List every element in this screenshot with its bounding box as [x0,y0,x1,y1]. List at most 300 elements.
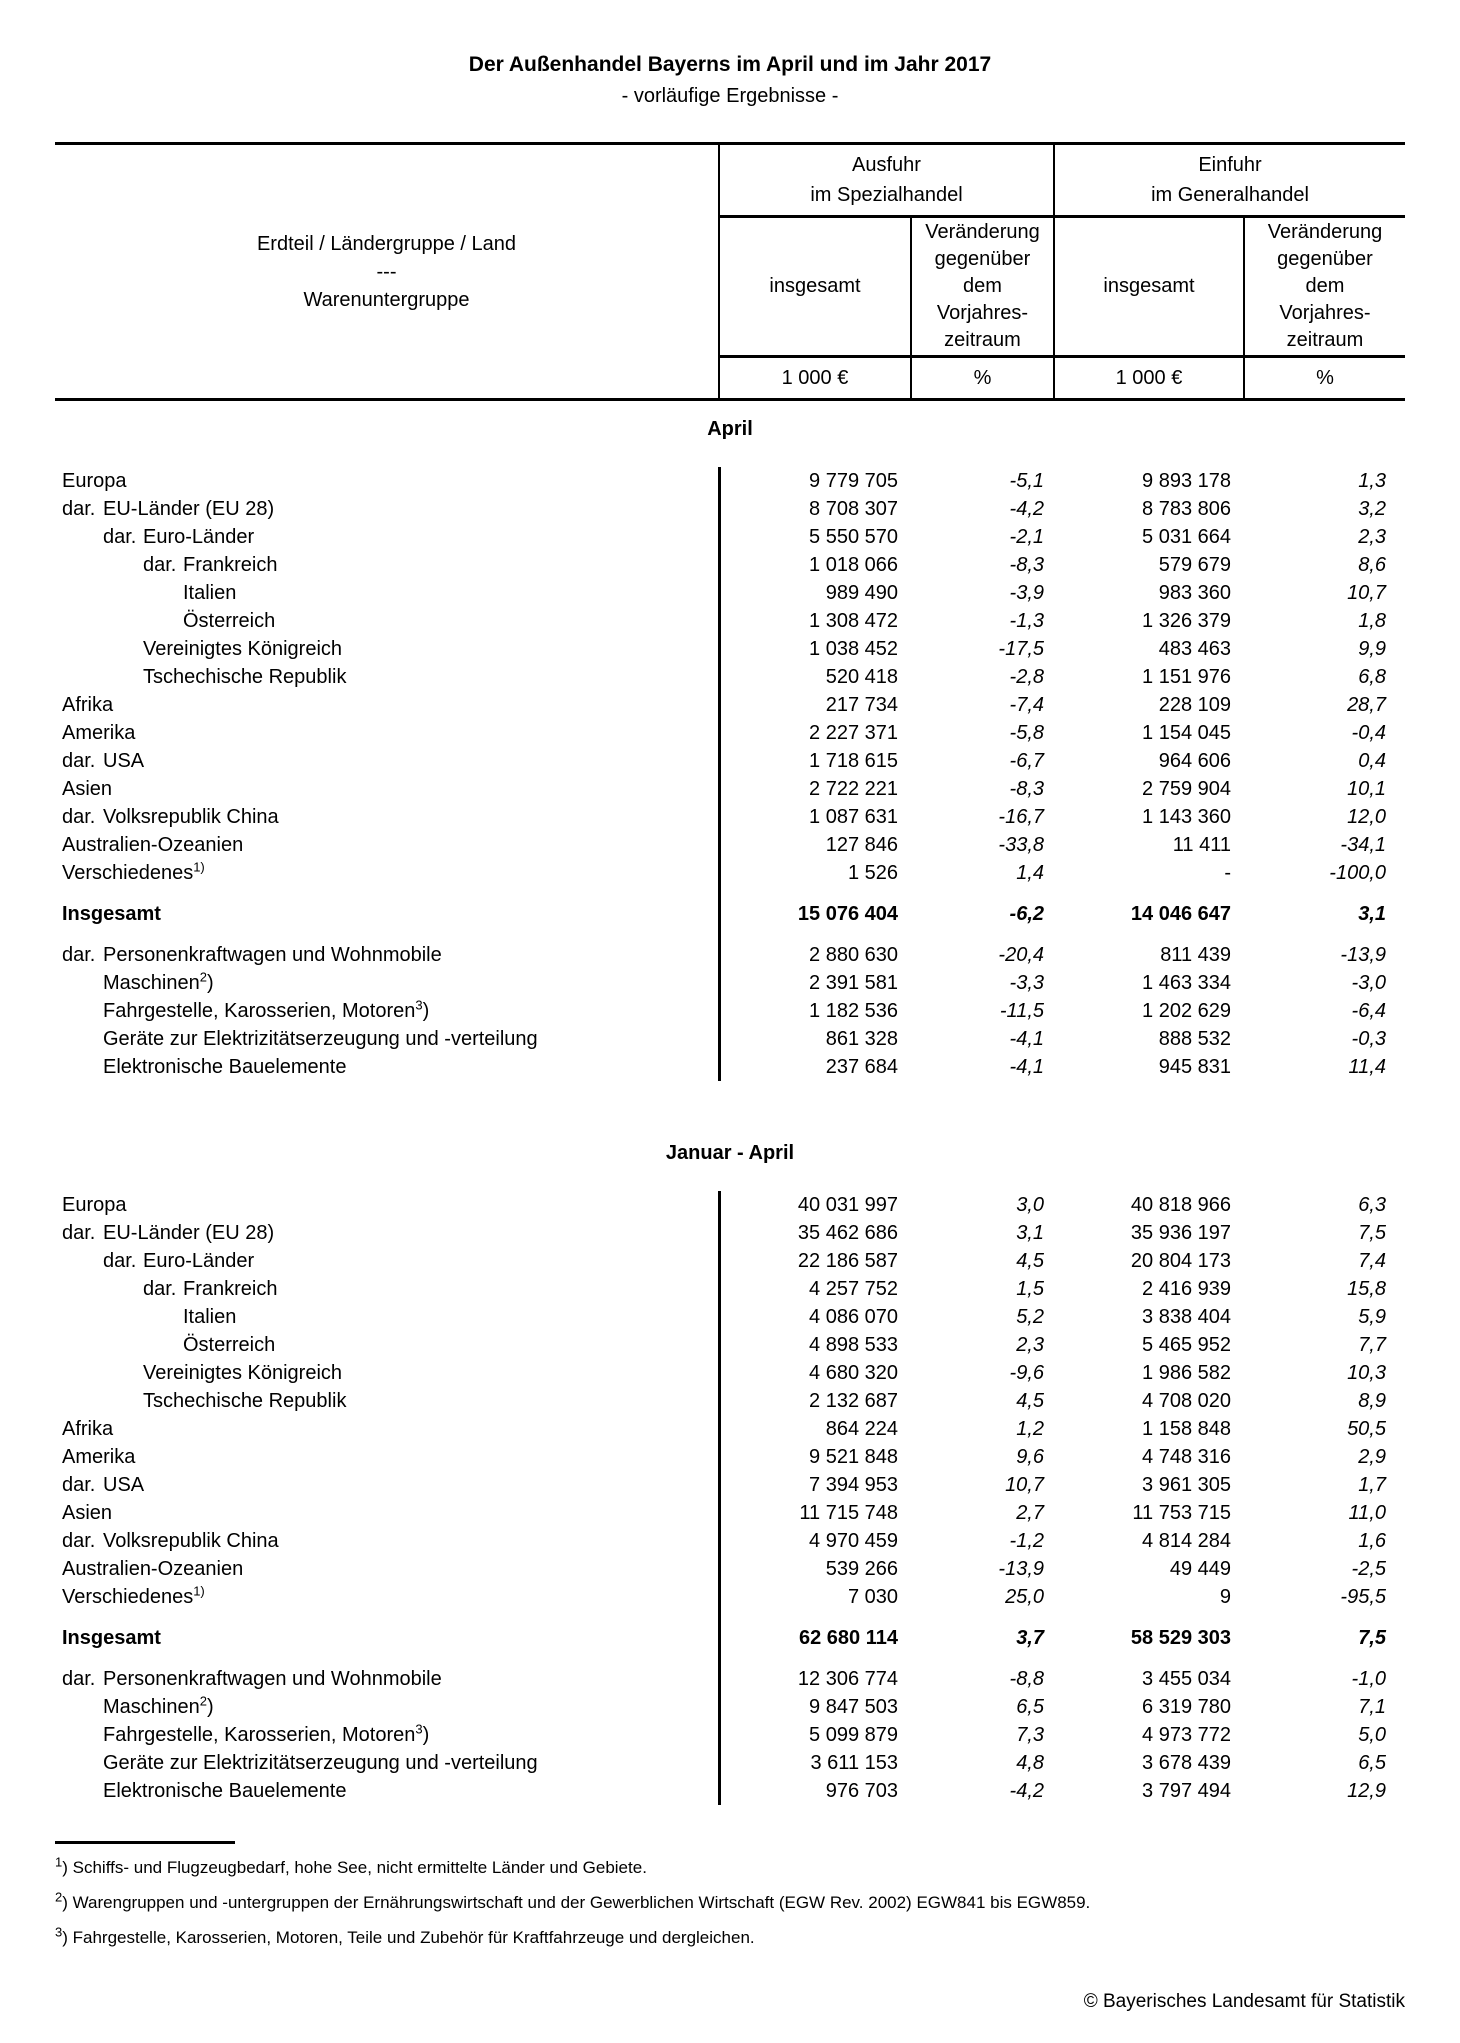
amount-value: 4 814 284 [1142,1530,1231,1552]
footnote-reference: 3 [415,1721,423,1737]
row-label [55,1777,718,1805]
change-header-line: Vorjahres- [1279,302,1371,324]
percent-change-value: 6,5 [1358,1752,1386,1774]
percent-change-value: -8,3 [1009,554,1044,576]
change-header-line: Veränderung [1267,221,1383,243]
group-header-line: Ausfuhr [852,154,921,176]
amount-value: 9 [1219,1586,1231,1608]
amount-value: 945 831 [1158,1056,1231,1078]
footnote [55,1889,1405,1914]
dar-prefix: dar. [62,806,96,828]
percent-change-value: 3,7 [1016,1627,1044,1649]
change-header-line: dem [963,275,1002,297]
country-rows [55,1191,1405,1611]
table-row [55,1721,1405,1749]
row-label [55,551,718,579]
row-label [55,1693,718,1721]
percent-change-value: -13,9 [998,1558,1044,1580]
footnotes [55,1841,1405,1949]
row-label [55,1387,718,1415]
footnote-reference: 2 [199,1693,207,1709]
row-label-text: Italien [183,1306,237,1328]
amount-value: 1 151 976 [1142,666,1231,688]
table-row [55,1499,1405,1527]
row-label [55,1749,718,1777]
amount-value: 1 308 472 [809,610,898,632]
total-row-container [55,1624,1405,1652]
amount-value: 4 680 320 [809,1362,898,1384]
dar-prefix: dar. [62,498,96,520]
table-row [55,1053,1405,1081]
amount-value: 2 759 904 [1142,778,1231,800]
row-label-text: USA [103,750,145,772]
footnote-paren: ) [62,1858,68,1877]
table-row [55,1415,1405,1443]
row-label-text: Tschechische Republik [143,666,347,688]
row-label [55,663,718,691]
row-label-text: Euro-Länder [143,1250,255,1272]
row-label-text: Volksrepublik China [103,1530,279,1552]
percent-change-value: -11,5 [999,1000,1044,1022]
col-header-total-einfuhr: insgesamt [1053,218,1243,355]
row-label-text: Maschinen [103,1696,200,1718]
row-label-text: Afrika [62,1418,114,1440]
amount-value: 964 606 [1158,750,1231,772]
row-label-text: Elektronische Bauelemente [103,1056,347,1078]
country-rows [55,467,1405,887]
group-header-line: Einfuhr [1198,154,1262,176]
table-row [55,1527,1405,1555]
percent-change-value: -1,2 [1009,1530,1044,1552]
row-label [55,495,718,523]
amount-value: 1 158 848 [1142,1418,1231,1440]
row-label-text: Asien [62,778,113,800]
footnote-reference: 2 [199,969,207,985]
percent-change-value: 5,0 [1358,1724,1386,1746]
change-header-line: zeitraum [1286,329,1364,351]
row-label [55,803,718,831]
amount-value: 20 804 173 [1130,1250,1231,1272]
amount-value: 49 449 [1169,1558,1231,1580]
table-header [55,142,1405,401]
row-label-text: Geräte zur Elektrizitätserzeugung und -verteilung [103,1752,538,1774]
percent-change-value: -9,6 [1009,1362,1044,1384]
table-row [55,1219,1405,1247]
percent-change-value: -5,1 [1009,470,1044,492]
percent-change-value: -6,2 [1009,903,1044,925]
row-label-text: Italien [183,582,237,604]
copyright: © Bayerisches Landesamt für Statistik [1083,1991,1405,2012]
amount-value: 989 490 [825,582,898,604]
amount-value: 12 306 774 [797,1668,898,1690]
percent-change-value: -13,9 [1340,944,1386,966]
row-label [55,1443,718,1471]
amount-value: 217 734 [825,694,898,716]
percent-change-value: 7,7 [1358,1334,1386,1356]
footnote-reference: 1) [193,859,205,875]
unit-label: % [910,358,1053,398]
row-label [55,1359,718,1387]
row-label [55,1555,718,1583]
table-row [55,941,1405,969]
row-label-header [55,145,718,398]
percent-change-value: 2,7 [1016,1502,1044,1524]
amount-value: 983 360 [1158,582,1231,604]
table-row [55,859,1405,887]
amount-value: - [1224,862,1231,884]
row-label [55,635,718,663]
percent-change-value: 3,2 [1358,498,1386,520]
row-label-text: Maschinen [103,972,200,994]
percent-change-value: 1,6 [1358,1530,1386,1552]
amount-value: 40 818 966 [1130,1194,1231,1216]
row-label [55,941,718,969]
percent-change-value: 7,5 [1358,1627,1386,1649]
table-row [55,1583,1405,1611]
amount-value: 1 018 066 [809,554,898,576]
dar-prefix: dar. [62,1668,96,1690]
row-label [55,607,718,635]
dar-prefix: dar. [143,1278,177,1300]
percent-change-value: 3,0 [1016,1194,1044,1216]
row-label [55,1053,718,1081]
amount-value: 228 109 [1158,694,1231,716]
dar-prefix: dar. [103,1250,137,1272]
table-row [55,1471,1405,1499]
table-row [55,495,1405,523]
table-row [55,803,1405,831]
row-label-text: Europa [62,470,127,492]
amount-value: 1 202 629 [1142,1000,1231,1022]
row-label [55,1471,718,1499]
percent-change-value: -3,9 [1009,582,1044,604]
footnote-reference: 3 [415,997,423,1013]
amount-value: 127 846 [825,834,898,856]
amount-value: 483 463 [1158,638,1231,660]
dar-prefix: dar. [62,944,96,966]
percent-change-value: 1,7 [1358,1474,1386,1496]
amount-value: 8 708 307 [809,498,898,520]
row-label [55,467,718,495]
percent-change-value: 50,5 [1347,1418,1386,1440]
table-row [55,1555,1405,1583]
change-header-line: dem [1305,275,1345,297]
table-body [55,415,1405,1805]
amount-value: 2 227 371 [809,722,898,744]
footnote-separator [55,1841,235,1844]
amount-value: 4 970 459 [809,1530,898,1552]
dar-prefix: dar. [143,554,177,576]
table-row [55,551,1405,579]
percent-change-value: -8,8 [1009,1668,1044,1690]
change-header-line: Veränderung [925,221,1040,243]
amount-value: 9 521 848 [809,1446,898,1468]
row-label [55,775,718,803]
percent-change-value: 10,3 [1347,1362,1386,1384]
change-header-line: Vorjahres- [936,302,1029,324]
percent-change-value: 8,9 [1358,1390,1386,1412]
row-label-text: EU-Länder (EU 28) [103,498,275,520]
percent-change-value: 2,3 [1358,526,1386,548]
row-label-text: Vereinigtes Königreich [143,1362,343,1384]
footnote [55,1854,1405,1879]
table-row [55,1303,1405,1331]
percent-change-value: -4,1 [1009,1056,1044,1078]
percent-change-value: 2,3 [1016,1334,1044,1356]
percent-change-value: 3,1 [1358,903,1386,925]
percent-change-value: -8,3 [1009,778,1044,800]
row-label-text: Insgesamt [62,903,161,925]
percent-change-value: -5,8 [1009,722,1044,744]
amount-value: 6 319 780 [1142,1696,1231,1718]
amount-value: 1 718 615 [809,750,898,772]
row-label-text: Vereinigtes Königreich [143,638,343,660]
amount-value: 1 143 360 [1142,806,1231,828]
amount-value: 3 455 034 [1142,1668,1231,1690]
row-label-text: Österreich [183,610,276,632]
amount-value: 58 529 303 [1130,1627,1231,1649]
table-row [55,1693,1405,1721]
percent-change-value: 4,8 [1016,1752,1044,1774]
table-row [55,1331,1405,1359]
percent-change-value: 4,5 [1016,1390,1044,1412]
footnote-paren: ) [62,1893,68,1912]
amount-value: 3 797 494 [1142,1780,1231,1802]
col-header-change-einfuhr [1243,218,1405,355]
amount-value: 1 986 582 [1142,1362,1231,1384]
footnote-text: Warengruppen und -untergruppen der Ernährungswirtschaft und der Gewerblichen Wirtschaft (EGW Rev. 2002) EGW841 bis EGW859. [72,1893,1091,1912]
amount-value: 35 936 197 [1130,1222,1231,1244]
percent-change-value: 12,9 [1347,1780,1386,1802]
row-label-text: Österreich [183,1334,276,1356]
footnote-text: Fahrgestelle, Karosserien, Motoren, Teile und Zubehör für Kraftfahrzeuge und dergleichen. [72,1928,755,1947]
amount-value: 15 076 404 [797,903,898,925]
percent-change-value: 1,2 [1016,1418,1044,1440]
percent-change-value: -16,7 [998,806,1044,828]
row-label [55,1624,718,1652]
row-label [55,523,718,551]
col-header-change-ausfuhr [910,218,1053,355]
dar-prefix: dar. [62,750,96,772]
percent-change-value: 1,5 [1016,1278,1044,1300]
percent-change-value: 6,3 [1358,1194,1386,1216]
percent-change-value: 11,4 [1348,1056,1386,1078]
percent-change-value: -4,1 [1009,1028,1044,1050]
footnote-marker: 1 [55,1854,63,1870]
percent-change-value: -100,0 [1329,862,1386,884]
col-header-total-ausfuhr: insgesamt [718,218,910,355]
page-title: Der Außenhandel Bayerns im April und im Jahr 2017 [468,53,992,76]
table-row [55,1387,1405,1415]
row-label [55,900,718,928]
percent-change-value: -6,7 [1009,750,1044,772]
row-label-text: Euro-Länder [143,526,255,548]
table-row [55,1665,1405,1693]
table-header-columns [718,145,1405,398]
amount-value: 5 099 879 [809,1724,898,1746]
row-label [55,1191,718,1219]
row-label-text: Fahrgestelle, Karosserien, Motoren [103,1000,416,1022]
table-row [55,467,1405,495]
amount-value: 7 030 [847,1586,898,1608]
amount-value: 2 132 687 [809,1390,898,1412]
table-row [55,1749,1405,1777]
percent-change-value: -4,2 [1009,1780,1044,1802]
amount-value: 861 328 [825,1028,898,1050]
amount-value: 2 416 939 [1142,1278,1231,1300]
row-label [55,1499,718,1527]
percent-change-value: -17,5 [998,638,1044,660]
percent-change-value: 1,8 [1358,610,1386,632]
product-rows [55,941,1405,1081]
row-label [55,1331,718,1359]
dar-prefix: dar. [62,1530,96,1552]
percent-change-value: 0,4 [1358,750,1386,772]
table-row [55,831,1405,859]
amount-value: 3 961 305 [1142,1474,1231,1496]
amount-value: 4 086 070 [809,1306,898,1328]
amount-value: 5 465 952 [1142,1334,1231,1356]
percent-change-value: -2,1 [1009,526,1044,548]
row-label [55,747,718,775]
percent-change-value: 6,5 [1016,1696,1044,1718]
group-header-line: im Generalhandel [1151,184,1309,206]
percent-change-value: -34,1 [1340,834,1386,856]
percent-change-value: -20,4 [998,944,1044,966]
amount-value: 7 394 953 [809,1474,898,1496]
amount-value: 864 224 [825,1418,898,1440]
row-label-text: Afrika [62,694,114,716]
amount-value: 35 462 686 [797,1222,898,1244]
change-header-line: gegenüber [1277,248,1373,270]
amount-value: 3 678 439 [1142,1752,1231,1774]
percent-change-value: -7,4 [1009,694,1044,716]
amount-value: 5 550 570 [809,526,898,548]
row-label [55,1583,718,1611]
percent-change-value: 7,3 [1016,1724,1044,1746]
table-row [55,691,1405,719]
row-label-text: Verschiedenes [62,1586,194,1608]
table-row [55,1191,1405,1219]
change-header-line: gegenüber [934,248,1031,270]
percent-change-value: 12,0 [1347,806,1386,828]
sub-headers [718,218,1405,355]
row-label-text: Frankreich [183,1278,278,1300]
row-label-text: Insgesamt [62,1627,161,1649]
row-label-text: EU-Länder (EU 28) [103,1222,275,1244]
amount-value: 14 046 647 [1130,903,1231,925]
section-heading: Januar - April [665,1142,795,1164]
row-label [55,719,718,747]
amount-value: 3 611 153 [810,1752,898,1774]
amount-value: 2 880 630 [809,944,898,966]
percent-change-value: 9,9 [1358,638,1386,660]
percent-change-value: 5,2 [1016,1306,1044,1328]
row-label-header-line: --- [376,260,397,283]
amount-value: 1 526 [847,862,898,884]
footnote-text: Schiffs- und Flugzeugbedarf, hohe See, nicht ermittelte Länder und Gebiete. [72,1858,647,1877]
percent-change-value: -33,8 [998,834,1044,856]
row-label-suffix: ) [206,1696,214,1718]
table-row [55,663,1405,691]
row-label-text: Volksrepublik China [103,806,279,828]
amount-value: 1 087 631 [809,806,898,828]
footnote-marker: 2 [55,1889,63,1905]
percent-change-value: -1,3 [1009,610,1044,632]
row-label [55,1721,718,1749]
row-label-text: Geräte zur Elektrizitätserzeugung und -verteilung [103,1028,538,1050]
product-rows [55,1665,1405,1805]
amount-value: 4 898 533 [809,1334,898,1356]
amount-value: 8 783 806 [1142,498,1231,520]
page-subtitle: - vorläufige Ergebnisse - [621,85,839,107]
row-label-text: Australien-Ozeanien [62,834,244,856]
table-row [55,997,1405,1025]
row-label-text: Europa [62,1194,127,1216]
percent-change-value: 10,7 [1005,1474,1044,1496]
amount-value: 62 680 114 [799,1627,898,1649]
row-label-text: Australien-Ozeanien [62,1558,244,1580]
row-label-suffix: ) [422,1000,430,1022]
row-label-text: Personenkraftwagen und Wohnmobile [103,944,442,966]
row-label [55,1275,718,1303]
unit-label: % [1243,358,1405,398]
units-row [718,355,1405,398]
percent-change-value: -2,8 [1009,666,1044,688]
percent-change-value: 6,8 [1358,666,1386,688]
row-label [55,1025,718,1053]
percent-change-value: 28,7 [1347,694,1386,716]
dar-prefix: dar. [62,1474,96,1496]
row-label-text: Asien [62,1502,113,1524]
table-row [55,900,1405,928]
percent-change-value: -0,4 [1351,722,1386,744]
amount-value: 9 779 705 [809,470,898,492]
table-row [55,747,1405,775]
percent-change-value: 7,1 [1358,1696,1386,1718]
row-label [55,1665,718,1693]
row-label [55,1247,718,1275]
amount-value: 11 715 748 [799,1502,898,1524]
amount-value: 1 182 536 [809,1000,898,1022]
percent-change-value: 8,6 [1358,554,1386,576]
percent-change-value: 4,5 [1016,1250,1044,1272]
total-row-container [55,900,1405,928]
amount-value: 539 266 [825,1558,898,1580]
table-row [55,607,1405,635]
percent-change-value: -3,3 [1009,972,1044,994]
amount-value: 9 893 178 [1142,470,1231,492]
row-label [55,691,718,719]
table-row [55,775,1405,803]
row-label [55,859,718,887]
change-header-line: zeitraum [944,329,1021,351]
table-row [55,579,1405,607]
percent-change-value: 5,9 [1358,1306,1386,1328]
amount-value: 811 439 [1160,944,1231,966]
row-label-header-line: Warenuntergruppe [303,288,470,311]
percent-change-value: 9,6 [1016,1446,1044,1468]
amount-value: 1 154 045 [1142,722,1231,744]
amount-value: 579 679 [1158,554,1231,576]
row-label-suffix: ) [206,972,214,994]
unit-label: 1 000 € [1053,358,1243,398]
footnote-paren: ) [62,1928,68,1947]
row-label [55,579,718,607]
group-header-line: im Spezialhandel [810,184,963,206]
table-row [55,1359,1405,1387]
table-row [55,1443,1405,1471]
